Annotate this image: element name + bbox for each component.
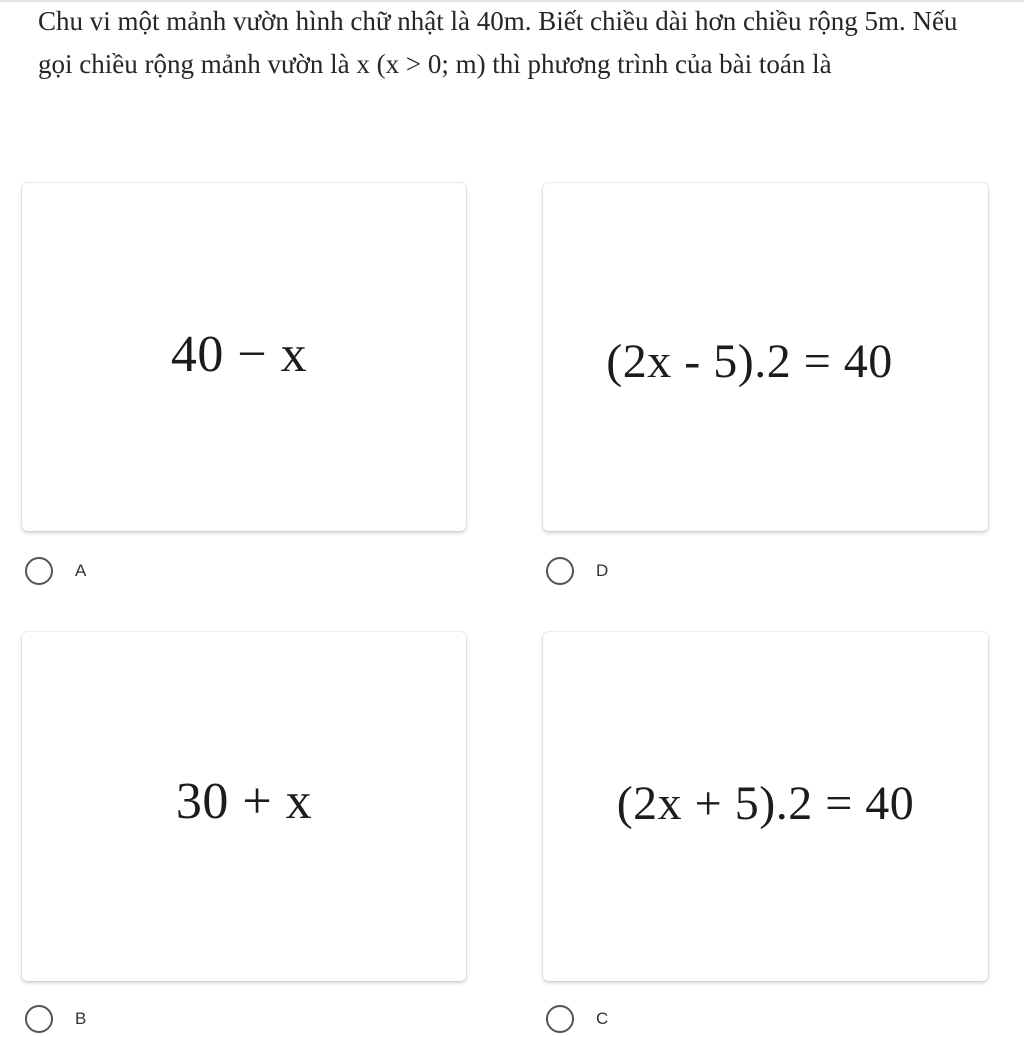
option-letter-c: C [596,1009,609,1028]
option-expression-a: 40 − x [170,326,308,383]
option-letter-d: D [596,561,609,580]
option-card-c[interactable] [543,632,988,981]
option-card-a[interactable] [22,183,466,531]
option-expression-c: (2x + 5).2 = 40 [616,777,915,830]
radio-unchecked-icon[interactable] [25,1005,53,1033]
option-choice-d[interactable] [546,557,608,585]
option-expression-d: (2x - 5).2 = 40 [606,334,893,388]
option-choice-c[interactable] [546,1005,608,1033]
radio-unchecked-icon[interactable] [25,557,53,585]
option-letter-b: B [75,1009,87,1028]
option-choice-a[interactable] [25,557,86,585]
radio-unchecked-icon[interactable] [546,557,574,585]
option-choice-b[interactable] [25,1005,86,1033]
radio-unchecked-icon[interactable] [546,1005,574,1033]
option-expression-b: 30 + x [175,773,313,830]
option-card-b[interactable] [22,632,466,981]
option-letter-a: A [75,561,87,580]
option-card-d[interactable] [543,183,988,531]
question-text: Chu vi một mảnh vườn hình chữ nhật là 40m. Biết chiều dài hơn chiều rộng 5m. Nếu gọi chiều rộng mảnh vườn là x (x > 0; m) thì phương trình của bài toán là [38,6,958,79]
